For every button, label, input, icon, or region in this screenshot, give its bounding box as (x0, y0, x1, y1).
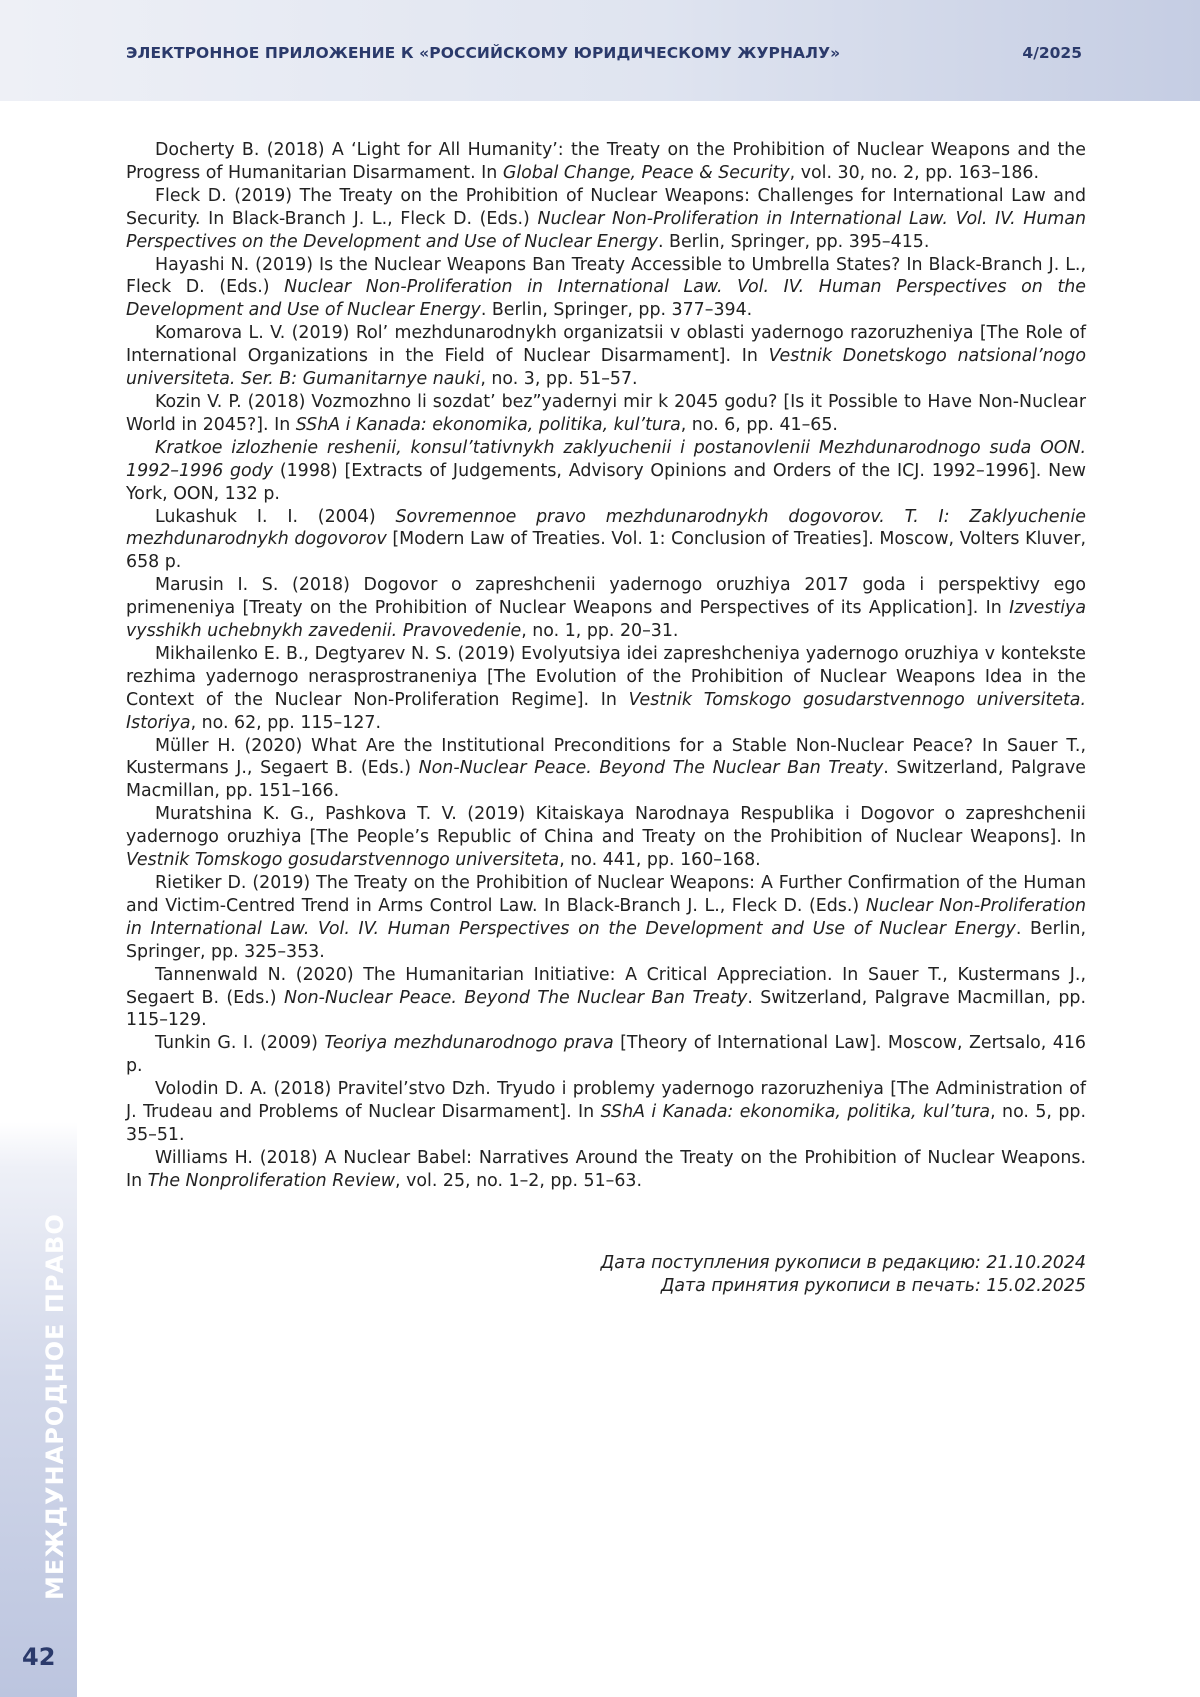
reference-item: Muratshina K. G., Pashkova T. V. (2019) Kitaiskaya Narodnaya Respublika i Dogovor o zapreshchenii yadernogo oruzhiya [The People’s Republic of China and Treaty on the Prohibition of Nuclear Weapons]. In Vestnik Tomskogo gosudarstvennogo universiteta, no. 441, pp. 160–168. (126, 804, 1086, 871)
reference-item: Tunkin G. I. (2009) Teoriya mezhdunarodnogo prava [Theory of International Law]. Moscow, Zertsalo, 416 p. (126, 1033, 1086, 1077)
section-label: МЕЖДУНАРОДНОЕ ПРАВО (41, 1213, 69, 1600)
manuscript-dates (126, 1252, 1086, 1298)
page-number: 42 (22, 1643, 56, 1671)
reference-item: Kratkoe izlozhenie reshenii, konsul’tativnykh zaklyuchenii i postanovlenii Mezhdunarodnogo suda OON. 1992–1996 gody (1998) [Extracts of Judgements, Advisory Opinions and Orders of the ICJ. 1992–1996]. New York, OON, 132 p. (126, 437, 1087, 504)
header-band (0, 0, 1200, 101)
reference-item: Lukashuk I. I. (2004) Sovremennoe pravo mezhdunarodnykh dogovorov. T. I: Zaklyuchenie mezhdunarodnykh dogovorov [Modern Law of Treaties. Vol. 1: Conclusion of Treaties]. Moscow, Volters Kluver, 658 p. (126, 506, 1086, 573)
reference-item: Docherty B. (2018) A ‘Light for All Humanity’: the Treaty on the Prohibition of Nuclear Weapons and the Progress of Humanitarian Disarmament. In Global Change, Peace & Security, vol. 30, no. 2, pp. 163–186. (126, 140, 1086, 183)
reference-item: Volodin D. A. (2018) Pravitel’stvo Dzh. Tryudo i problemy yadernogo razoruzheniya [The Administration of J. Trudeau and Problems of Nuclear Disarmament]. In SShA i Kanada: ekonomika, politika, kul’tura, no. 5, pp. 35–51. (126, 1079, 1086, 1145)
reference-item: Kozin V. P. (2018) Vozmozhno li sozdat’ bez”yadernyi mir k 2045 godu? [Is it Possible to Have Non-Nuclear World in 2045?]. In SShA i Kanada: ekonomika, politika, kul’tura, no. 6, pp. 41–65. (126, 391, 1086, 435)
reference-item: Komarova L. V. (2019) Rol’ mezhdunarodnykh organizatsii v oblasti yadernogo razoruzheniya [The Role of International Organizations in the Field of Nuclear Disarmament]. In Vestnik Donetskogo natsional’nogo universiteta. Ser. B: Gumanitarnye nauki, no. 3, pp. 51–57. (126, 323, 1086, 390)
issue-number: 4/2025 (1022, 44, 1082, 62)
reference-item: Marusin I. S. (2018) Dogovor o zapreshchenii yadernogo oruzhiya 2017 goda i perspektivy ego primeneniya [Treaty on the Prohibition of Nuclear Weapons and Perspectives of its Application]. In Izvestiya vysshikh uchebnykh zavedenii. Pravovedenie, no. 1, pp. 20–31. (126, 575, 1086, 642)
reference-item: Hayashi N. (2019) Is the Nuclear Weapons Ban Treaty Accessible to Umbrella States? In Black-Branch J. L., Fleck D. (Eds.) Nuclear Non-Proliferation in International Law. Vol. IV. Human Perspectives on the Development and Use of Nuclear Energy. Berlin, Springer, pp. 377–394. (126, 254, 1086, 321)
reference-item: Mikhailenko E. B., Degtyarev N. S. (2019) Evolyutsiya idei zapreshcheniya yadernogo oruzhiya v kontekste rezhima yadernogo nerasprostraneniya [The Evolution of the Prohibition of Nuclear Weapons Idea in the Context of the Nuclear Non-Proliferation Regime]. In Vestnik Tomskogo gosudarstvennogo universiteta. Istoriya, no. 62, pp. 115–127. (126, 643, 1086, 733)
reference-item: Tannenwald N. (2020) The Humanitarian Initiative: A Critical Appreciation. In Sauer T., Kustermans J., Segaert B. (Eds.) Non-Nuclear Peace. Beyond The Nuclear Ban Treaty. Switzerland, Palgrave Macmillan, pp. 115–129. (126, 964, 1086, 1031)
reference-item: Williams H. (2018) A Nuclear Babel: Narratives Around the Treaty on the Prohibition of Nuclear Weapons. In The Nonproliferation Review, vol. 25, no. 1–2, pp. 51–63. (126, 1147, 1086, 1191)
journal-title: ЭЛЕКТРОННОЕ ПРИЛОЖЕНИЕ К «РОССИЙСКОМУ ЮРИДИЧЕСКОМУ ЖУРНАЛУ» (126, 44, 841, 62)
reference-item: Rietiker D. (2019) The Treaty on the Prohibition of Nuclear Weapons: A Further Confirmation of the Human and Victim-Centred Trend in Arms Control Law. In Black-Branch J. L., Fleck D. (Eds.) Nuclear Non-Proliferation in International Law. Vol. IV. Human Perspectives on the Development and Use of Nuclear Energy. Berlin, Springer, pp. 325–353. (126, 873, 1086, 962)
reference-item: Fleck D. (2019) The Treaty on the Prohibition of Nuclear Weapons: Challenges for International Law and Security. In Black-Branch J. L., Fleck D. (Eds.) Nuclear Non-Proliferation in International Law. Vol. IV. Human Perspectives on the Development and Use of Nuclear Energy. Berlin, Springer, pp. 395–415. (126, 185, 1086, 252)
reference-item: Müller H. (2020) What Are the Institutional Preconditions for a Stable Non-Nuclear Peace? In Sauer T., Kustermans J., Segaert B. (Eds.) Non-Nuclear Peace. Beyond The Nuclear Ban Treaty. Switzerland, Palgrave Macmillan, pp. 151–166. (126, 735, 1086, 802)
received-date: Дата поступления рукописи в редакцию: 21.10.2024 (600, 1253, 1086, 1273)
reference-list (126, 139, 1086, 1193)
accepted-date: Дата принятия рукописи в печать: 15.02.2025 (660, 1276, 1086, 1296)
